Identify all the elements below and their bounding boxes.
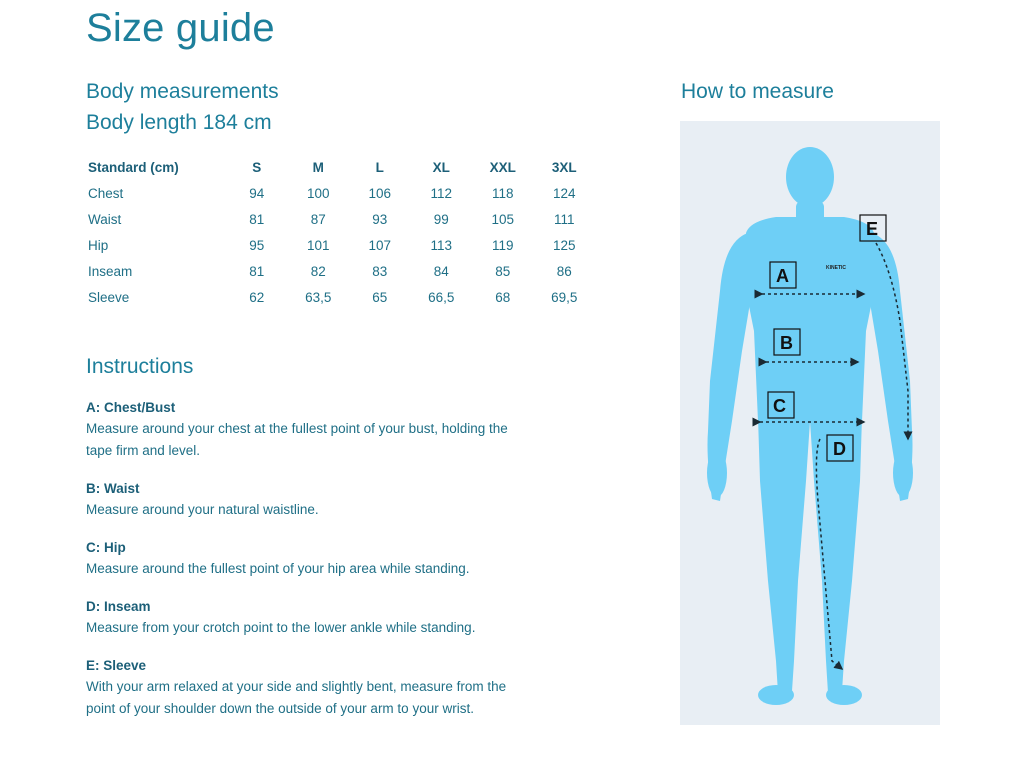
- table-cell: 95: [249, 237, 265, 253]
- header-standard: Standard (cm): [88, 159, 179, 175]
- row-label: Chest: [88, 185, 124, 201]
- table-cell: 125: [552, 237, 576, 253]
- instruction-title: D: Inseam: [86, 599, 151, 614]
- instruction-line: tape firm and level.: [86, 443, 201, 458]
- page-title: Size guide: [86, 6, 275, 50]
- header-size-xxl: XXL: [489, 159, 516, 175]
- row-label: Inseam: [88, 263, 133, 279]
- table-cell: 63,5: [305, 289, 332, 305]
- header-size-3xl: 3XL: [551, 159, 577, 175]
- row-label: Sleeve: [88, 289, 130, 305]
- measure-figure-panel: [680, 121, 940, 725]
- table-cell: 106: [368, 185, 392, 201]
- instruction-title: B: Waist: [86, 481, 140, 496]
- table-cell: 111: [553, 211, 575, 227]
- instruction-title: A: Chest/Bust: [86, 400, 176, 415]
- shirt-brand-logo: KINETIC: [826, 265, 846, 271]
- table-cell: 93: [372, 211, 388, 227]
- table-cell: 65: [372, 289, 388, 305]
- header-size-xl: XL: [432, 159, 450, 175]
- table-cell: 66,5: [428, 289, 455, 305]
- instruction-sleeve: [86, 656, 566, 720]
- instruction-chest: [86, 398, 566, 462]
- row-label: Waist: [88, 211, 122, 227]
- table-cell: 83: [372, 263, 388, 279]
- how-to-measure-heading: How to measure: [681, 80, 834, 103]
- instruction-hip: [86, 538, 566, 580]
- marker-e-label: E: [866, 219, 879, 239]
- table-row: [86, 180, 595, 206]
- table-cell: 86: [556, 263, 572, 279]
- instruction-title: C: Hip: [86, 540, 126, 555]
- table-cell: 62: [249, 289, 265, 305]
- instruction-inseam: [86, 597, 566, 639]
- table-cell: 68: [495, 289, 511, 305]
- table-cell: 105: [491, 211, 515, 227]
- instruction-line: Measure from your crotch point to the lower ankle while standing.: [86, 620, 476, 635]
- body-shape: [707, 147, 913, 705]
- table-cell: 112: [430, 185, 453, 201]
- table-cell: 82: [310, 263, 326, 279]
- table-cell: 101: [306, 237, 330, 253]
- table-cell: 81: [249, 211, 265, 227]
- marker-d-label: D: [833, 439, 846, 459]
- table-cell: 118: [491, 185, 514, 201]
- body-measurements-heading: Body measurements: [86, 80, 279, 103]
- table-cell: 124: [552, 185, 576, 201]
- header-size-m: M: [312, 159, 324, 175]
- table-row: [86, 206, 595, 232]
- instruction-waist: [86, 479, 566, 521]
- marker-a-label: A: [776, 266, 789, 286]
- table-cell: 81: [249, 263, 265, 279]
- header-size-l: L: [375, 159, 384, 175]
- table-cell: 99: [433, 211, 449, 227]
- instructions-heading: Instructions: [86, 355, 194, 378]
- table-row: [86, 232, 595, 258]
- table-cell: 100: [306, 185, 330, 201]
- row-label: Hip: [88, 237, 109, 253]
- table-cell: 84: [433, 263, 449, 279]
- body-length-subheading: Body length 184 cm: [86, 111, 272, 134]
- table-row: [86, 258, 595, 284]
- table-cell: 85: [495, 263, 511, 279]
- instruction-line: point of your shoulder down the outside of your arm to your wrist.: [86, 701, 474, 716]
- header-size-s: S: [252, 159, 262, 175]
- instruction-line: Measure around your natural waistline.: [86, 502, 319, 517]
- table-cell: 87: [310, 211, 326, 227]
- table-cell: 119: [491, 237, 514, 253]
- table-cell: 94: [249, 185, 265, 201]
- instruction-line: Measure around your chest at the fullest point of your bust, holding the: [86, 421, 508, 436]
- instruction-line: With your arm relaxed at your side and slightly bent, measure from the: [86, 679, 507, 694]
- table-row: [86, 284, 595, 310]
- table-cell: 69,5: [551, 289, 578, 305]
- instruction-title: E: Sleeve: [86, 658, 147, 673]
- size-table: [86, 154, 595, 310]
- marker-b-label: B: [780, 333, 793, 353]
- marker-c-label: C: [773, 396, 786, 416]
- size-table-header-row: [86, 154, 595, 180]
- table-cell: 107: [368, 237, 392, 253]
- human-body-silhouette-icon: [680, 121, 940, 725]
- instruction-line: Measure around the fullest point of your hip area while standing.: [86, 561, 470, 576]
- table-cell: 113: [430, 237, 453, 253]
